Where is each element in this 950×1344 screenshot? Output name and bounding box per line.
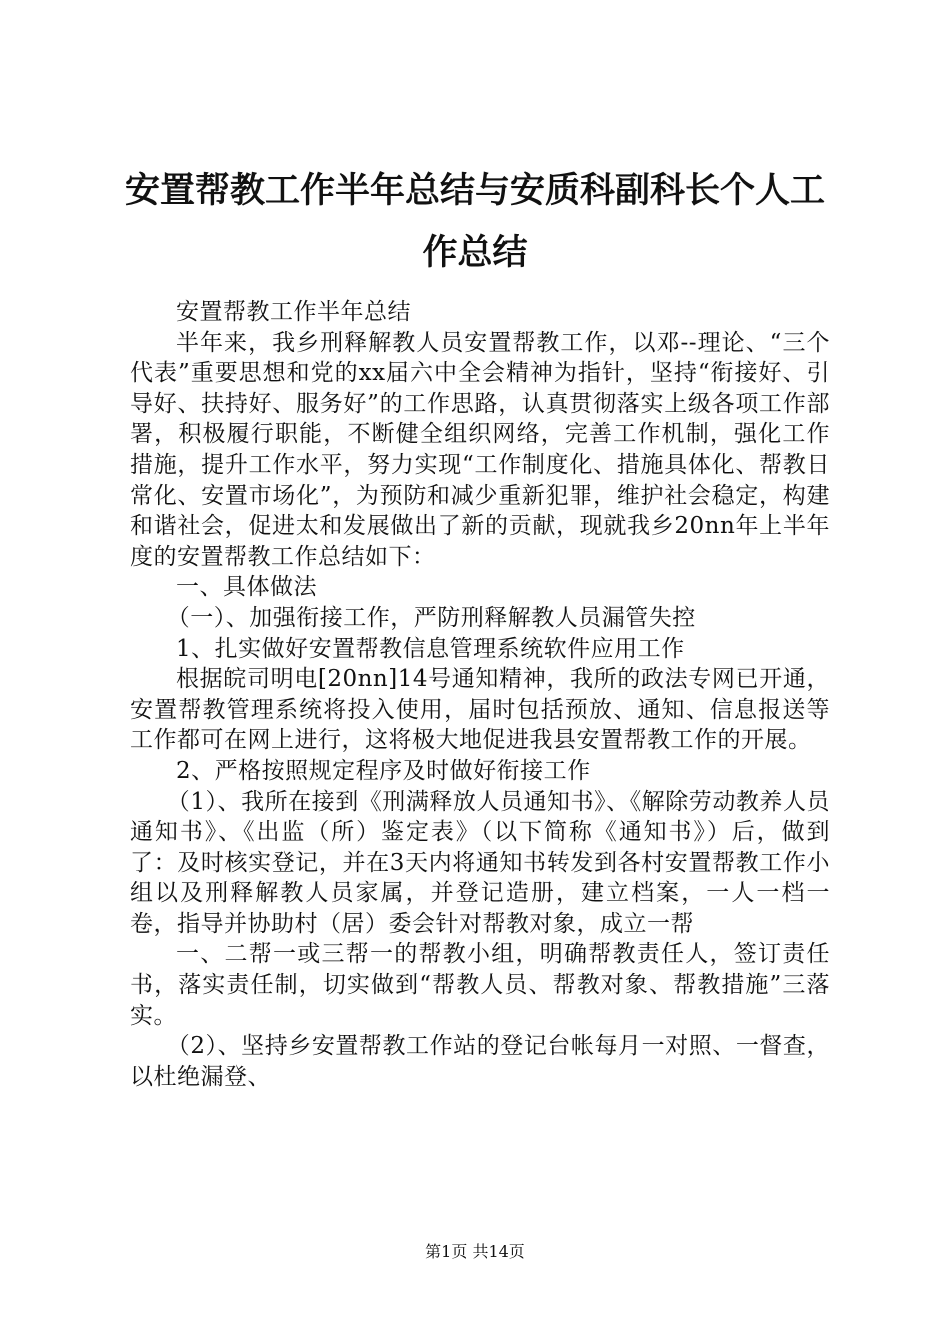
subsection-heading: （一）、加强衔接工作，严防刑释解教人员漏管失控 <box>166 604 696 631</box>
section-heading: 一、具体做法 <box>176 574 317 601</box>
body-paragraph: （2）、坚持乡安置帮教工作站的登记台帐每月一对照、一督查，以杜绝漏登、 <box>130 1033 830 1090</box>
document-body <box>130 297 830 1092</box>
document-title: 安置帮教工作半年总结与安质科副科长个人工作总结 <box>124 171 825 273</box>
item-heading: 1、扎实做好安置帮教信息管理系统软件应用工作 <box>176 635 685 662</box>
section-heading: 安置帮教工作半年总结 <box>176 299 411 325</box>
page-number-footer: 第1页 共14页 <box>425 1242 525 1261</box>
body-paragraph: 一、二帮一或三帮一的帮教小组，明确帮教责任人，签订责任书，落实责任制，切实做到“帮教人员、帮教对象、帮教措施”三落实。 <box>130 941 830 1029</box>
item-heading: 2、严格按照规定程序及时做好衔接工作 <box>176 757 591 784</box>
body-paragraph: 根据皖司明电[20nn]14号通知精神，我所的政法专网已开通，安置帮教管理系统将投入使用，届时包括预放、通知、信息报送等工作都可在网上进行，这将极大地促进我县安置帮教工作的开展。 <box>130 666 830 754</box>
body-paragraph: （1）、我所在接到《刑满释放人员通知书》、《解除劳动教养人员通知书》、《出监（所）鉴定表》（以下简称《通知书》）后，做到了：及时核实登记，并在3天内将通知书转发到各村安置帮教工作小组以及刑释解教人员家属，并登记造册，建立档案，一人一档一卷，指导并协助村（居）委会针对帮教对象，成立一帮 <box>130 788 830 937</box>
body-paragraph: 半年来，我乡刑释解教人员安置帮教工作，以邓--理论、“三个代表”重要思想和党的xx届六中全会精神为指针，坚持“衔接好、引导好、扶持好、服务好”的工作思路，认真贯彻落实上级各项工作部署，积极履行职能，不断健全组织网络，完善工作机制，强化工作措施，提升工作水平，努力实现“工作制度化、措施具体化、帮教日常化、安置市场化”，为预防和减少重新犯罪，维护社会稳定，构建和谐社会，促进太和发展做出了新的贡献，现就我乡20nn年上半年度的安置帮教工作总结如下： <box>130 329 830 570</box>
